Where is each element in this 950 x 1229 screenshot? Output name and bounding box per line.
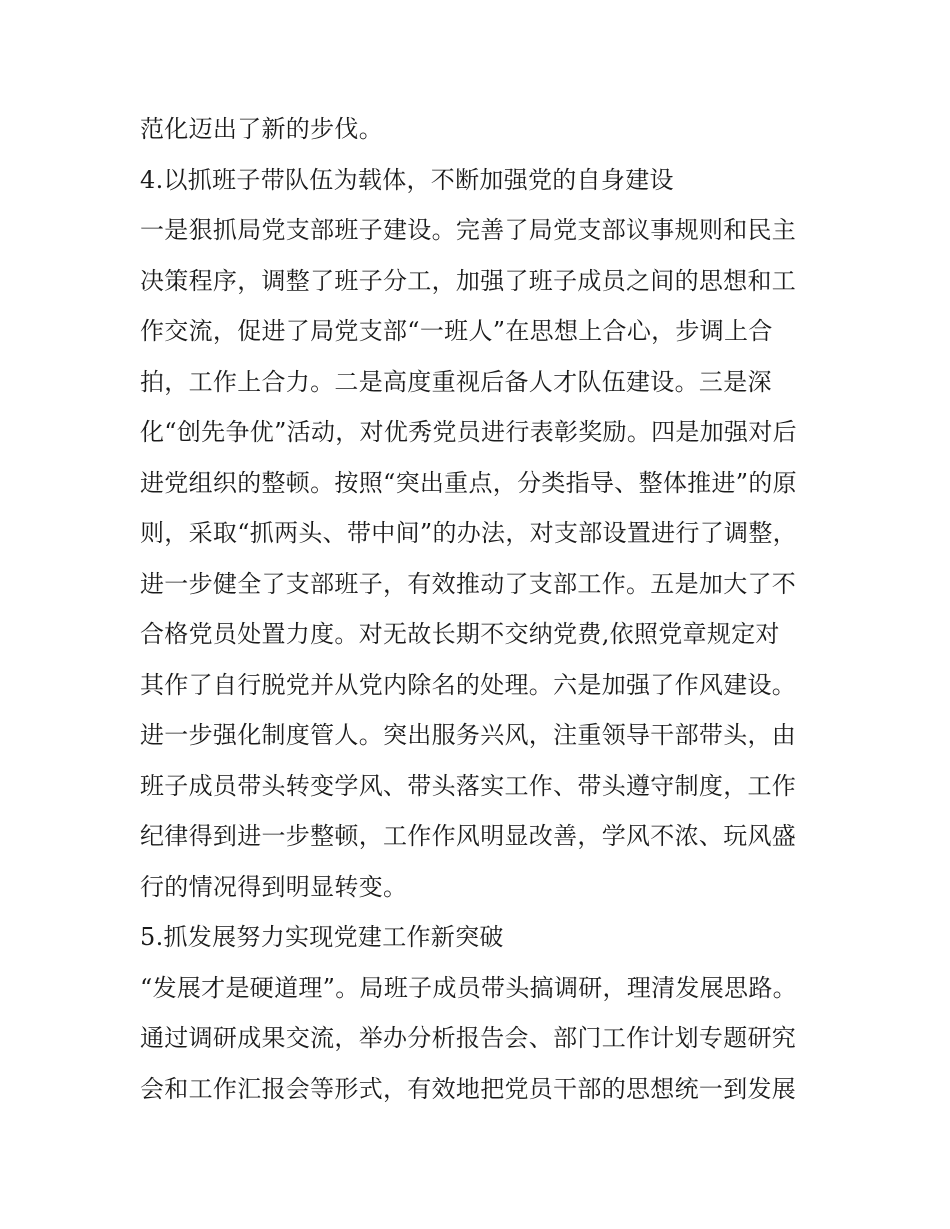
text-line: 其作了自行脱党并从党内除名的处理。六是加强了作风建设。 bbox=[140, 670, 797, 699]
text-line: 化“创先争优”活动，对优秀党员进行表彰奖励。四是加强对后 bbox=[140, 418, 797, 446]
text-line: 行的情况得到明显转变。 bbox=[140, 872, 408, 901]
text-line: 进党组织的整顿。按照“突出重点，分类指导、整体推进”的原 bbox=[140, 468, 797, 497]
text-line: 班子成员带头转变学风、带头落实工作、带头遵守制度，工作 bbox=[140, 771, 797, 800]
text-line: 纪律得到进一步整顿，工作作风明显改善，学风不浓、玩风盛 bbox=[140, 822, 797, 850]
text-line: 通过调研成果交流，举办分析报告会、部门工作计划专题研究 bbox=[140, 1024, 797, 1052]
text-line: “发展才是硬道理”。局班子成员带头搞调研，理清发展思路。 bbox=[140, 973, 797, 1002]
document-page bbox=[140, 104, 815, 1114]
text-line: 进一步健全了支部班子，有效推动了支部工作。五是加大了不 bbox=[140, 569, 797, 598]
text-line: 一是狠抓局党支部班子建设。完善了局党支部议事规则和民主 bbox=[140, 216, 797, 244]
section-heading: 5.抓发展努力实现党建工作新突破 bbox=[140, 923, 504, 951]
text-line: 会和工作汇报会等形式，有效地把党员干部的思想统一到发展 bbox=[140, 1074, 797, 1103]
section-heading: 4.以抓班子带队伍为载体，不断加强党的自身建设 bbox=[140, 165, 674, 194]
text-line: 范化迈出了新的步伐。 bbox=[140, 115, 383, 143]
text-line: 合格党员处置力度。对无故长期不交纳党费,依照党章规定对 bbox=[140, 620, 780, 648]
text-line: 拍，工作上合力。二是高度重视后备人才队伍建设。三是深 bbox=[140, 367, 772, 396]
text-line: 则，采取“抓两头、带中间”的办法，对支部设置进行了调整， bbox=[140, 519, 797, 547]
text-line: 进一步强化制度管人。突出服务兴风，注重领导干部带头，由 bbox=[140, 721, 797, 749]
text-line: 决策程序，调整了班子分工，加强了班子成员之间的思想和工 bbox=[140, 266, 797, 295]
text-line: 作交流，促进了局党支部“一班人”在思想上合心，步调上合 bbox=[140, 317, 773, 345]
